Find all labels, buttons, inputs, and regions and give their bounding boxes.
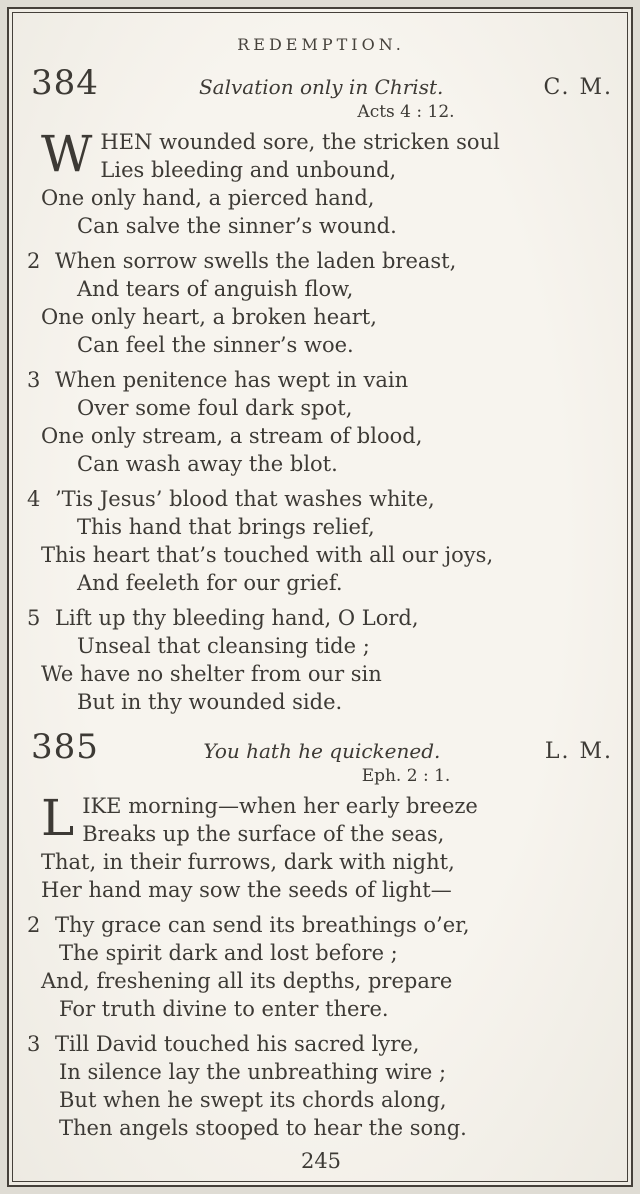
hymns-container <box>25 63 617 1142</box>
verse-line: In silence lay the unbreathing wire ; <box>59 1060 447 1084</box>
verse-line: Her hand may sow the seeds of light— <box>41 878 452 902</box>
verse-line: When sorrow swells the laden breast, <box>55 249 457 273</box>
verse-line: Breaks up the surface of the seas, <box>82 822 445 846</box>
page-number: 245 <box>300 1149 342 1173</box>
stanza-3 <box>25 1030 617 1142</box>
verse-line: But when he swept its chords along, <box>59 1088 447 1112</box>
dropcap-initial: L <box>41 789 75 847</box>
verse-line: IKE morning—when her early breeze <box>82 794 478 818</box>
verse-line: Till David touched his sacred lyre, <box>55 1032 420 1056</box>
verse-line: For truth divine to enter there. <box>59 997 389 1021</box>
verse-line: Lies bleeding and unbound, <box>100 158 397 182</box>
verse-line: When penitence has wept in vain <box>55 368 409 392</box>
hymn-header <box>25 727 617 767</box>
hymn-meter: C. M. <box>543 75 613 100</box>
stanza-number: 3 <box>27 368 41 392</box>
verse-line: Can salve the sinner’s wound. <box>77 214 397 238</box>
verse-line: Then angels stooped to hear the song. <box>59 1116 467 1140</box>
verse-line: We have no shelter from our sin <box>41 662 382 686</box>
book-page <box>7 7 633 1187</box>
hymn-385 <box>25 727 617 1142</box>
verse-line: And, freshening all its depths, prepare <box>41 969 453 993</box>
verse-line: One only hand, a pierced hand, <box>41 186 375 210</box>
scripture-reference: Eph. 2 : 1. <box>361 766 451 786</box>
hymn-384 <box>25 63 617 716</box>
hymn-header <box>25 63 617 103</box>
page-inner-border <box>12 12 628 1182</box>
stanza-number: 3 <box>27 1032 41 1056</box>
verse-line: One only stream, a stream of blood, <box>41 424 423 448</box>
stanza-number: 5 <box>27 606 41 630</box>
stanza-2 <box>25 247 617 359</box>
hymn-number: 385 <box>31 727 99 767</box>
verse-line: That, in their furrows, dark with night, <box>41 850 455 874</box>
verse-line: But in thy wounded side. <box>77 690 343 714</box>
verse-line: HEN wounded sore, the stricken soul <box>100 130 500 154</box>
hymn-title: Salvation only in Christ. <box>198 75 444 99</box>
verse-line: This hand that brings relief, <box>77 515 375 539</box>
verse-line: Over some foul dark spot, <box>77 396 353 420</box>
verse-line: Lift up thy bleeding hand, O Lord, <box>55 606 419 630</box>
stanza-number: 2 <box>27 249 41 273</box>
verse-line: Unseal that cleansing tide ; <box>77 634 370 658</box>
verse-line: Thy grace can send its breathings o’er, <box>55 913 470 937</box>
running-header: REDEMPTION. <box>237 35 405 54</box>
stanza-number: 4 <box>27 487 41 511</box>
stanza-4 <box>25 485 617 597</box>
verse-line: Can feel the sinner’s woe. <box>77 333 354 357</box>
hymn-title: You hath he quickened. <box>203 739 441 763</box>
scripture-reference: Acts 4 : 12. <box>357 102 455 122</box>
stanza-1 <box>25 125 617 240</box>
verse-line: Can wash away the blot. <box>77 452 338 476</box>
verse-line: One only heart, a broken heart, <box>41 305 377 329</box>
stanza-3 <box>25 366 617 478</box>
verse-line: ’Tis Jesus’ blood that washes white, <box>55 487 435 511</box>
stanza-5 <box>25 604 617 716</box>
stanza-2 <box>25 911 617 1023</box>
dropcap-initial: W <box>41 125 93 183</box>
verse-line: And tears of anguish flow, <box>77 277 354 301</box>
hymn-number: 384 <box>31 63 99 103</box>
stanza-number: 2 <box>27 913 41 937</box>
verse-line: And feeleth for our grief. <box>77 571 343 595</box>
hymn-meter: L. M. <box>544 739 613 764</box>
verse-line: This heart that’s touched with all our joys, <box>41 543 494 567</box>
stanza-1 <box>25 789 617 904</box>
verse-line: The spirit dark and lost before ; <box>59 941 398 965</box>
